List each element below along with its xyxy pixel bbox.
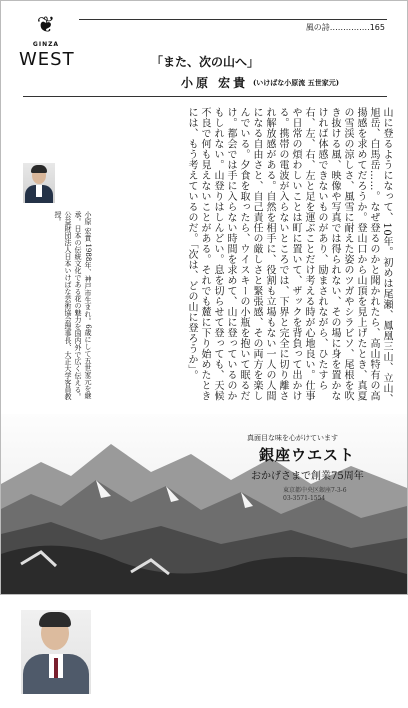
header-rule <box>79 19 387 20</box>
author-affiliation: (いけばな小原流 五世家元) <box>253 78 340 87</box>
title-rule <box>23 96 387 97</box>
mountain-landscape-image <box>1 414 407 595</box>
ad-anniversary: おかげさまで創業75周年 <box>251 471 364 482</box>
bio-name: 小原 宏貴 <box>84 211 92 242</box>
logo-west-text: WEST <box>19 49 75 70</box>
bio-text: 1988年、神戸市生まれ。6歳にして五世家元を継承。日本の伝統文化である花の魅力を国内外で広く伝える。公益財団法人日本いけばな芸術協会理事長、大正大学客員教授。 <box>54 211 92 400</box>
author-bio <box>23 211 93 401</box>
running-header: 風の詩……………165 <box>305 23 385 32</box>
author-portrait-thumbnail <box>21 610 91 694</box>
ad-tagline: 真面目な味を心がけています <box>247 434 338 442</box>
ad-phone: 03-3571-1554 <box>283 495 326 502</box>
article-title: 「また、次の山へ」 <box>151 55 260 69</box>
logo-ginza-text: GINZA <box>32 41 60 48</box>
ad-brand-name: 銀座ウエスト <box>259 446 356 464</box>
article-body: 山に登るようになって、10年。初めは尾瀬、鳳凰三山、立山、旭岳、白馬岳……。なぜ登るのかと聞かれたら、高山特有の高揚感を求めてだろうか。登山口から山頂を見上げたとき、真夏の雪渓の涼しさ、風雪に耐えた姿のツガやシラビソ、尾根を吹き抜ける風、映像や写真では得られない、その場に身を置かなければ体感できないものがあり、励まされながら、ひたすら右、左、右、左と足を運ぶことだけ考える時が心地良い。仕事や日常の煩わしいことは町に置いて、ザックを背負って出かける。携帯の電波が入らないところでは、下界と完全に切り離され解放感がある。自然を相手に、役割も立場もない一人の人間になる自由さと、自己責任の厳しさと緊張感、その両方を楽しんでいる。夕食を取ったら、ウイスキーの小瓶を抱いて眠るだけ。都会では手に入らない時間を求めて、山に登っているのかもしれない。山登りはしんどい。息を切らせて登っても、天候不良で何も見えないことがある。それでも麓に下り始めたときには、もう考えているのだ。「次は、どの山に登ろうか」。 <box>186 107 392 405</box>
flower-logo-icon: ❦ <box>36 13 56 38</box>
author-photo <box>23 163 55 203</box>
author-name: 小原 宏貴 <box>181 76 249 90</box>
ad-address: 東京都中央区銀座7-3-6 <box>283 487 347 494</box>
